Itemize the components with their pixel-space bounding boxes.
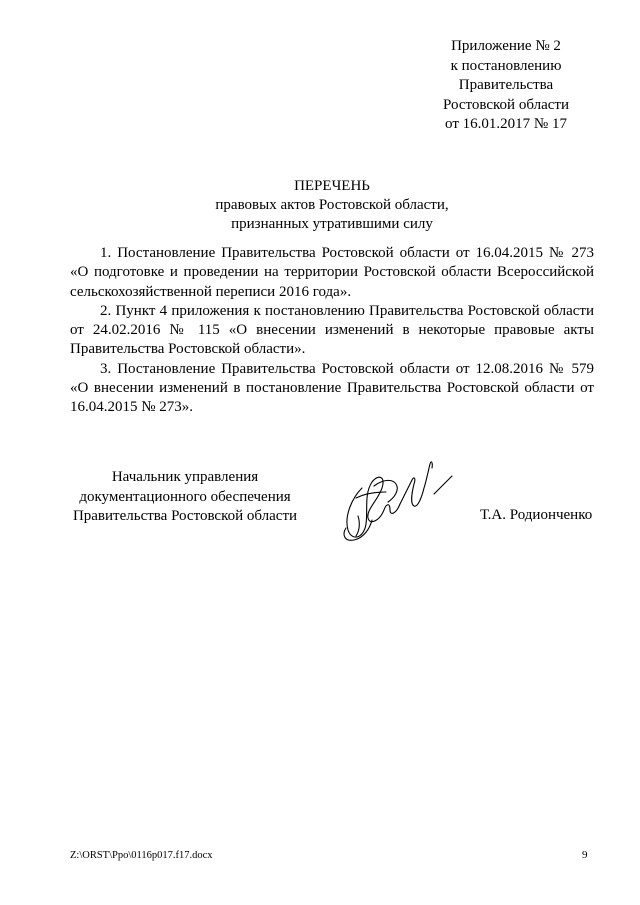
document-title-block [70,177,594,234]
position-line: Начальник управления [111,469,259,485]
document-subtitle-line-2: признанных утратившими силу [231,216,433,232]
handwritten-signature [330,458,460,546]
acts-list [70,244,594,418]
appendix-line: к постановлению [450,57,562,74]
signatory-position [60,468,310,527]
list-item-3: 3. Постановление Правительства Ростовской области от 12.08.2016 № 579 «О внесении изменений в постановление Правительства Ростовской области от 16.04.2015 № 273». [70,360,594,416]
list-item-1: 1. Постановление Правительства Ростовской области от 16.04.2015 № 273 «О подготовке и проведении на территории Ростовской области Всероссийской сельскохозяйственной переписи 2016 года». [70,245,594,300]
appendix-line: Ростовской области [443,96,569,113]
appendix-line: Приложение № 2 [451,38,561,54]
list-item-2: 2. Пункт 4 приложения к постановлению Правительства Ростовской области от 24.02.2016 № 115 «О внесении изменений в некоторые правовые акты Правительства Ростовской области». [70,302,594,358]
document-subtitle-line-1: правовых актов Ростовской области, [215,197,449,213]
position-line: Правительства Ростовской области [72,508,298,524]
footer-file-path: Z:\ORST\Ppo\0116p017.f17.docx [70,850,213,861]
page-number: 9 [582,849,588,861]
signatory-name: Т.А. Родионченко [480,507,593,523]
appendix-header [420,37,592,135]
document-heading: ПЕРЕЧЕНЬ [294,178,370,194]
appendix-line: Правительства [458,77,554,93]
appendix-line: от 16.01.2017 № 17 [445,116,567,132]
position-line: документационного обеспечения [79,488,291,505]
